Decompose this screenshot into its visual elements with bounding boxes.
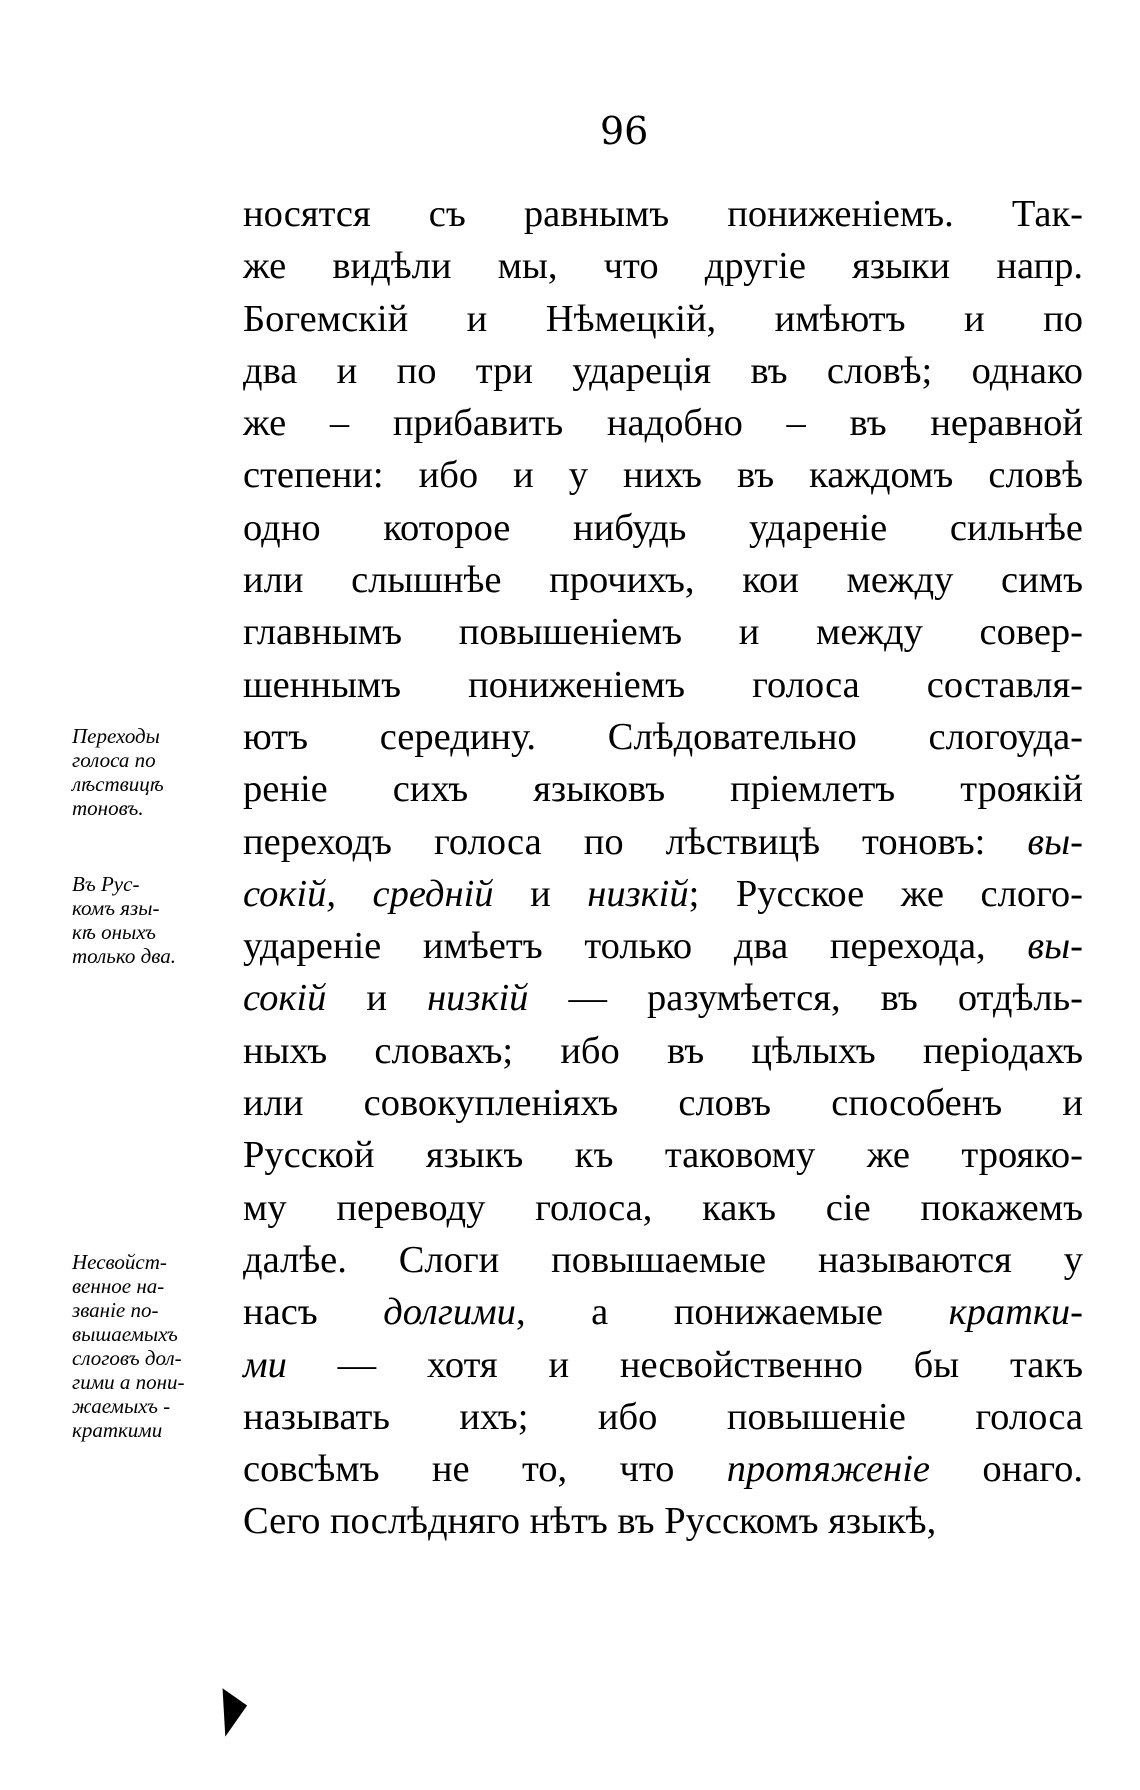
text-segment: онаго. — [930, 1448, 1084, 1491]
margin-note-improper-naming — [72, 1250, 237, 1442]
italic-segment: низкій — [427, 977, 529, 1020]
text-segment: , а понижаемые — [515, 1291, 949, 1334]
margin-note-line: кѣ оныхъ — [72, 920, 156, 944]
text-line: два и по три удареція въ словѣ; однако — [243, 349, 1083, 392]
italic-segment: сокій, средній — [243, 872, 494, 915]
text-line: му переводу голоса, какъ сіе покажемъ — [243, 1186, 1083, 1229]
margin-note-tone-transitions — [72, 724, 237, 820]
text-segment: — хотя и несвойственно бы такъ — [286, 1343, 1083, 1386]
margin-note-line: Несвойст- — [72, 1250, 167, 1274]
margin-note-line: только два. — [72, 944, 176, 968]
margin-note-line: венное на- — [72, 1274, 165, 1298]
text-segment: и — [493, 872, 588, 915]
margin-note-line: вышаемыхъ — [72, 1322, 178, 1346]
text-line: называть ихъ; ибо повышеніе голоса — [243, 1395, 1083, 1438]
text-line: же видѣли мы, что другіе языки напр. — [243, 245, 1083, 288]
text-line: ютъ середину. Слѣдовательно слогоуда- — [243, 715, 1083, 758]
text-segment: — разумѣется, въ отдѣль- — [528, 977, 1083, 1020]
text-line: или слышнѣе прочихъ, кои между симъ — [243, 559, 1083, 602]
italic-segment: вы- — [1027, 820, 1083, 863]
italic-segment: долгими — [383, 1291, 516, 1334]
text-line: степени: ибо и у нихъ въ каждомъ словѣ — [243, 454, 1083, 497]
text-line — [243, 868, 1083, 920]
text-segment: удареніе имѣетъ только два перехода, — [243, 925, 1028, 968]
text-segment: переходъ голоса по лѣствицѣ тоновъ: — [243, 820, 986, 863]
margin-note-russian-two — [72, 872, 237, 968]
text-line — [243, 1286, 1083, 1338]
text-line — [243, 816, 1083, 868]
margin-note-line: комъ язы- — [72, 896, 160, 920]
italic-segment: ми — [243, 1343, 287, 1386]
text-segment: и — [326, 977, 428, 1020]
margin-note-line: Переходы — [72, 724, 160, 748]
margin-note-line: тоновъ. — [72, 796, 144, 820]
text-line: шеннымъ пониженіемъ голоса составля- — [243, 663, 1083, 706]
text-line — [243, 1443, 1083, 1495]
margin-note-line: краткими — [72, 1418, 163, 1442]
italic-segment: низкій — [587, 872, 689, 915]
italic-segment: вы- — [1027, 925, 1083, 968]
ink-blot-mark — [191, 1681, 247, 1736]
margin-note-line: Въ Рус- — [72, 872, 140, 896]
text-line: далѣе. Слоги повышаемые называются у — [243, 1238, 1083, 1281]
italic-segment: протяженіе — [726, 1448, 930, 1491]
text-line: же – прибавить надобно – въ неравной — [243, 402, 1083, 445]
text-line: реніе сихъ языковъ пріемлетъ троякій — [243, 768, 1083, 811]
text-line: носятся съ равнымъ пониженіемъ. Так- — [243, 193, 1083, 235]
margin-note-line: званіе по- — [72, 1298, 159, 1322]
text-line: Русской языкъ къ таковому же трояко- — [243, 1134, 1083, 1177]
text-line — [243, 972, 1083, 1024]
text-line: Богемскій и Нѣмецкій, имѣютъ и по — [243, 297, 1083, 340]
text-segment: насъ — [243, 1291, 384, 1334]
margin-note-line: слоговъ дол- — [72, 1346, 182, 1370]
text-line: главнымъ повышеніемъ и между совер- — [243, 611, 1083, 654]
text-line: Сего послѣдняго нѣтъ въ Русскомъ языкѣ, — [243, 1500, 937, 1543]
text-segment: совсѣмъ не то, что — [243, 1448, 727, 1491]
text-line — [243, 1339, 1083, 1391]
page-number: 96 — [600, 109, 649, 153]
text-line: ныхъ словахъ; ибо въ цѣлыхъ періодахъ — [243, 1029, 1083, 1072]
margin-note-line: жаемыхъ - — [72, 1394, 171, 1418]
italic-segment: кратки- — [948, 1291, 1083, 1334]
margin-note-line: гими а пони- — [72, 1370, 185, 1394]
text-line: одно которое нибудь удареніе сильнѣе — [243, 506, 1083, 549]
body-text — [243, 188, 1083, 1548]
margin-note-line: голоса по — [72, 748, 156, 772]
text-segment: ; Русское же слого- — [688, 872, 1083, 915]
text-line — [243, 920, 1083, 972]
text-line: или совокупленіяхъ словъ способенъ и — [243, 1082, 1083, 1125]
margin-note-line: лѣствицѣ — [72, 772, 164, 796]
italic-segment: сокій — [243, 977, 327, 1020]
